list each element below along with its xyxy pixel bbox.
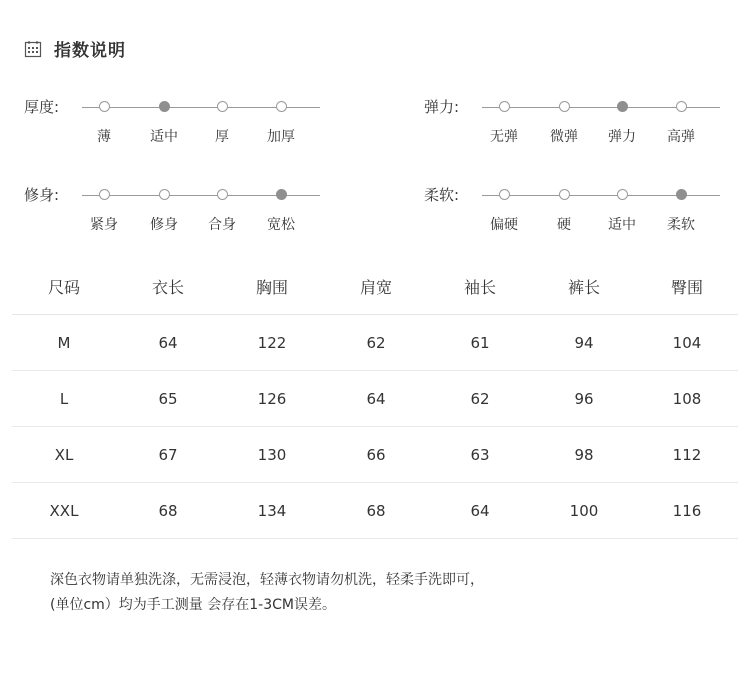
table-body: [12, 315, 738, 539]
table-header-row: [12, 258, 738, 315]
measurement-cell: 64: [470, 501, 490, 520]
measurement-cell: 94: [574, 333, 594, 352]
scale-dot: [276, 101, 287, 112]
scale-option-label: 高弹: [667, 129, 695, 145]
scale-elasticity: [424, 96, 750, 156]
size-cell: XL: [54, 445, 74, 464]
measurement-cell: 112: [672, 445, 702, 464]
scale-softness: [424, 184, 750, 244]
table-row: [12, 315, 738, 371]
table-row: [12, 427, 738, 483]
page-title: 指数说明: [54, 41, 126, 61]
scale-option-label: 紧身: [90, 217, 118, 233]
measurement-cell: 62: [470, 389, 490, 408]
measurement-cell: 66: [366, 445, 386, 464]
measurement-cell: 62: [366, 333, 386, 352]
scale-dot-selected: [159, 101, 170, 112]
scale-dot-selected: [676, 189, 687, 200]
scale-label: 修身:: [24, 186, 60, 204]
section-header: [24, 36, 126, 61]
scale-dot: [217, 101, 228, 112]
measurement-cell: 126: [257, 389, 287, 408]
scale-dot-selected: [617, 101, 628, 112]
scale-thickness: [24, 96, 354, 156]
measurement-cell: 63: [470, 445, 490, 464]
scale-option-label: 适中: [608, 217, 636, 233]
measurement-cell: 134: [257, 501, 287, 520]
scale-label: 厚度:: [24, 98, 60, 116]
scale-option-label: 宽松: [267, 217, 295, 233]
size-cell: XXL: [49, 501, 79, 520]
measurement-cell: 68: [158, 501, 178, 520]
size-cell: M: [57, 333, 71, 352]
scale-option-label: 厚: [215, 129, 229, 145]
measurement-cell: 98: [574, 445, 594, 464]
measurement-cell: 61: [470, 333, 490, 352]
scale-label: 弹力:: [424, 98, 460, 116]
scale-dot: [99, 189, 110, 200]
scale-option-label: 弹力: [608, 129, 636, 145]
measurement-cell: 65: [158, 389, 178, 408]
scale-option-label: 修身: [150, 217, 178, 233]
scale-option-label: 硬: [557, 217, 571, 233]
measurement-cell: 122: [257, 333, 287, 352]
table-row: [12, 371, 738, 427]
column-header: 衣长: [151, 277, 184, 297]
scale-dot: [559, 189, 570, 200]
measurement-cell: 96: [574, 389, 594, 408]
scale-option-label: 无弹: [490, 129, 518, 145]
measurement-cell: 100: [569, 501, 599, 520]
measurement-cell: 104: [672, 333, 702, 352]
care-note-line: 深色衣物请单独洗涤，无需浸泡，轻薄衣物请勿机洗，轻柔手洗即可，: [50, 572, 484, 588]
table-row: [12, 483, 738, 539]
column-header: 胸围: [255, 277, 288, 297]
scale-dot: [499, 189, 510, 200]
scale-dot: [217, 189, 228, 200]
measurement-cell: 64: [158, 333, 178, 352]
column-header: 袖长: [463, 277, 496, 297]
calendar-icon: [24, 40, 42, 58]
column-header: 尺码: [47, 277, 80, 297]
scale-option-label: 偏硬: [490, 217, 518, 233]
scale-dot: [559, 101, 570, 112]
size-table: [12, 258, 738, 539]
scale-option-label: 柔软: [667, 217, 695, 233]
measurement-cell: 108: [672, 389, 702, 408]
measurement-note-line: (单位cm）均为手工测量 会存在1-3CM误差。: [50, 597, 336, 613]
size-cell: L: [59, 389, 69, 408]
measurement-cell: 68: [366, 501, 386, 520]
measurement-cell: 64: [366, 389, 386, 408]
column-header: 臀围: [670, 277, 703, 297]
measurement-cell: 67: [158, 445, 178, 464]
scale-fit: [24, 184, 354, 244]
scale-label: 柔软:: [424, 186, 460, 204]
measurement-cell: 116: [672, 501, 702, 520]
scale-dot: [499, 101, 510, 112]
care-notes: [50, 568, 484, 618]
measurement-cell: 130: [257, 445, 287, 464]
column-header: 裤长: [567, 277, 600, 297]
scale-dot-selected: [276, 189, 287, 200]
scale-option-label: 加厚: [267, 129, 295, 145]
scale-dot: [99, 101, 110, 112]
column-header: 肩宽: [359, 277, 392, 297]
scale-option-label: 合身: [208, 217, 236, 233]
scale-option-label: 微弹: [550, 129, 578, 145]
scale-dot: [159, 189, 170, 200]
scale-dot: [617, 189, 628, 200]
scale-option-label: 适中: [150, 129, 178, 145]
scale-option-label: 薄: [97, 129, 111, 145]
scale-dot: [676, 101, 687, 112]
